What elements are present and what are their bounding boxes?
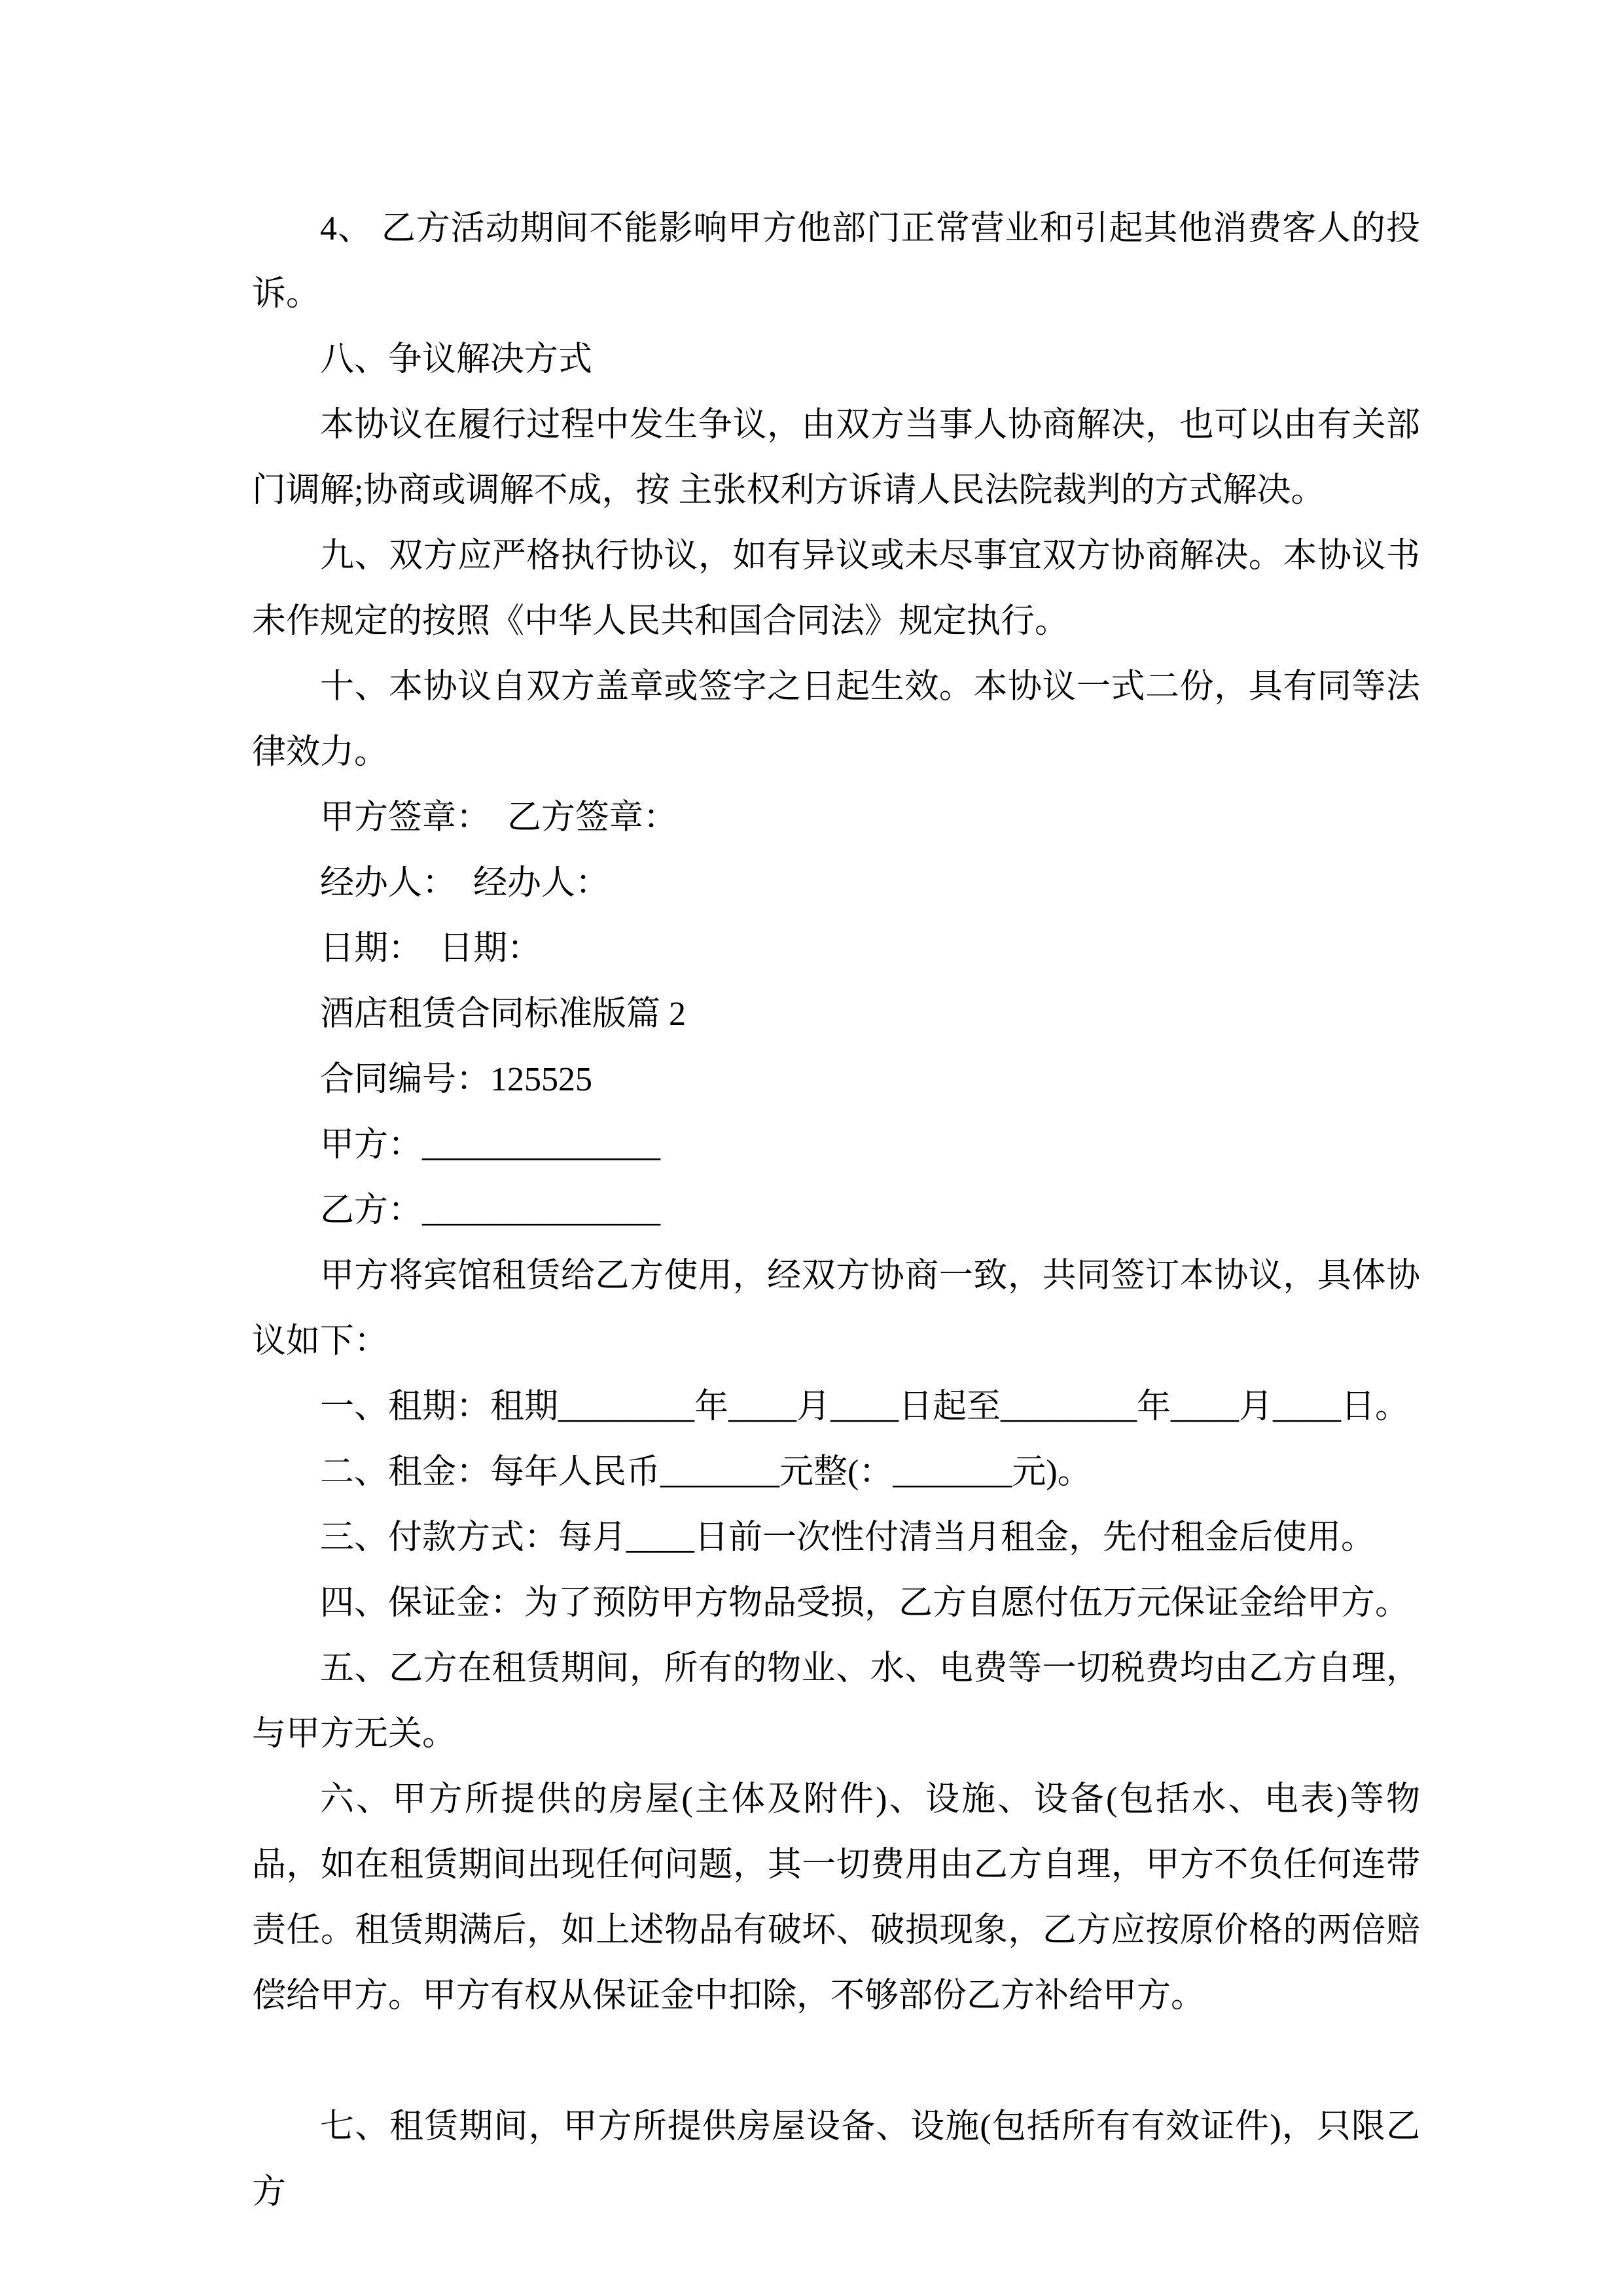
clause-7-usage-restriction: 七、租赁期间，甲方所提供房屋设备、设施(包括所有有效证件)，只限乙方: [252, 2108, 1420, 2211]
clause-1-lease-term: 一、租期：租期________年____月____日起至________年____月____日。: [320, 1388, 1410, 1426]
subtitle-part-2: 酒店租赁合同标准版篇 2: [320, 996, 687, 1033]
clause-2-rent: 二、租金：每年人民币_______元整(：_______元)。: [320, 1454, 1092, 1491]
party-b-blank-line: 乙方：______________: [320, 1192, 661, 1229]
signature-line-parties: 甲方签章： 乙方签章：: [320, 799, 678, 836]
handler-line: 经办人： 经办人：: [320, 865, 610, 902]
clause-3-payment-method: 三、付款方式：每月____日前一次性付清当月租金，先付租金后使用。: [320, 1519, 1376, 1556]
preamble: 甲方将宾馆租赁给乙方使用，经双方协商一致，共同签订本协议，具体协议如下：: [252, 1257, 1420, 1360]
section-8-body: 本协议在履行过程中发生争议，由双方当事人协商解决，也可以由有关部门调解;协商或调解不成，按 主张权利方诉请人民法院裁判的方式解决。: [252, 406, 1420, 509]
clause-6-facilities-liability: 六、甲方所提供的房屋(主体及附件)、设施、设备(包括水、电表)等物品，如在租赁期间出现任何问题，其一切费用由乙方自理，甲方不负任何连带责任。租赁期满后，如上述物品有破坏、破损现象，乙方应按原价格的两倍赔偿给甲方。甲方有权从保证金中扣除，不够部份乙方补给甲方。: [252, 1781, 1420, 2015]
clause-10-effectiveness: 十、本协议自双方盖章或签字之日起生效。本协议一式二份，具有同等法律效力。: [252, 668, 1420, 771]
date-line: 日期： 日期：: [320, 930, 542, 967]
clause-4-deposit: 四、保证金：为了预防甲方物品受损，乙方自愿付伍万元保证金给甲方。: [320, 1585, 1410, 1622]
party-a-blank-line: 甲方：______________: [320, 1126, 661, 1164]
contract-number-line: 合同编号：125525: [320, 1061, 593, 1098]
clause-4-disturbance: 4、 乙方活动期间不能影响甲方他部门正常营业和引起其他消费客人的投诉。: [252, 210, 1420, 313]
clause-5-utility-fees: 五、乙方在租赁期间，所有的物业、水、电费等一切税费均由乙方自理，与甲方无关。: [252, 1650, 1420, 1753]
section-8-heading-dispute-resolution: 八、争议解决方式: [320, 341, 593, 378]
clause-9-execution: 九、双方应严格执行协议，如有异议或未尽事宜双方协商解决。本协议书未作规定的按照《中华人民共和国合同法》规定执行。: [252, 537, 1420, 640]
